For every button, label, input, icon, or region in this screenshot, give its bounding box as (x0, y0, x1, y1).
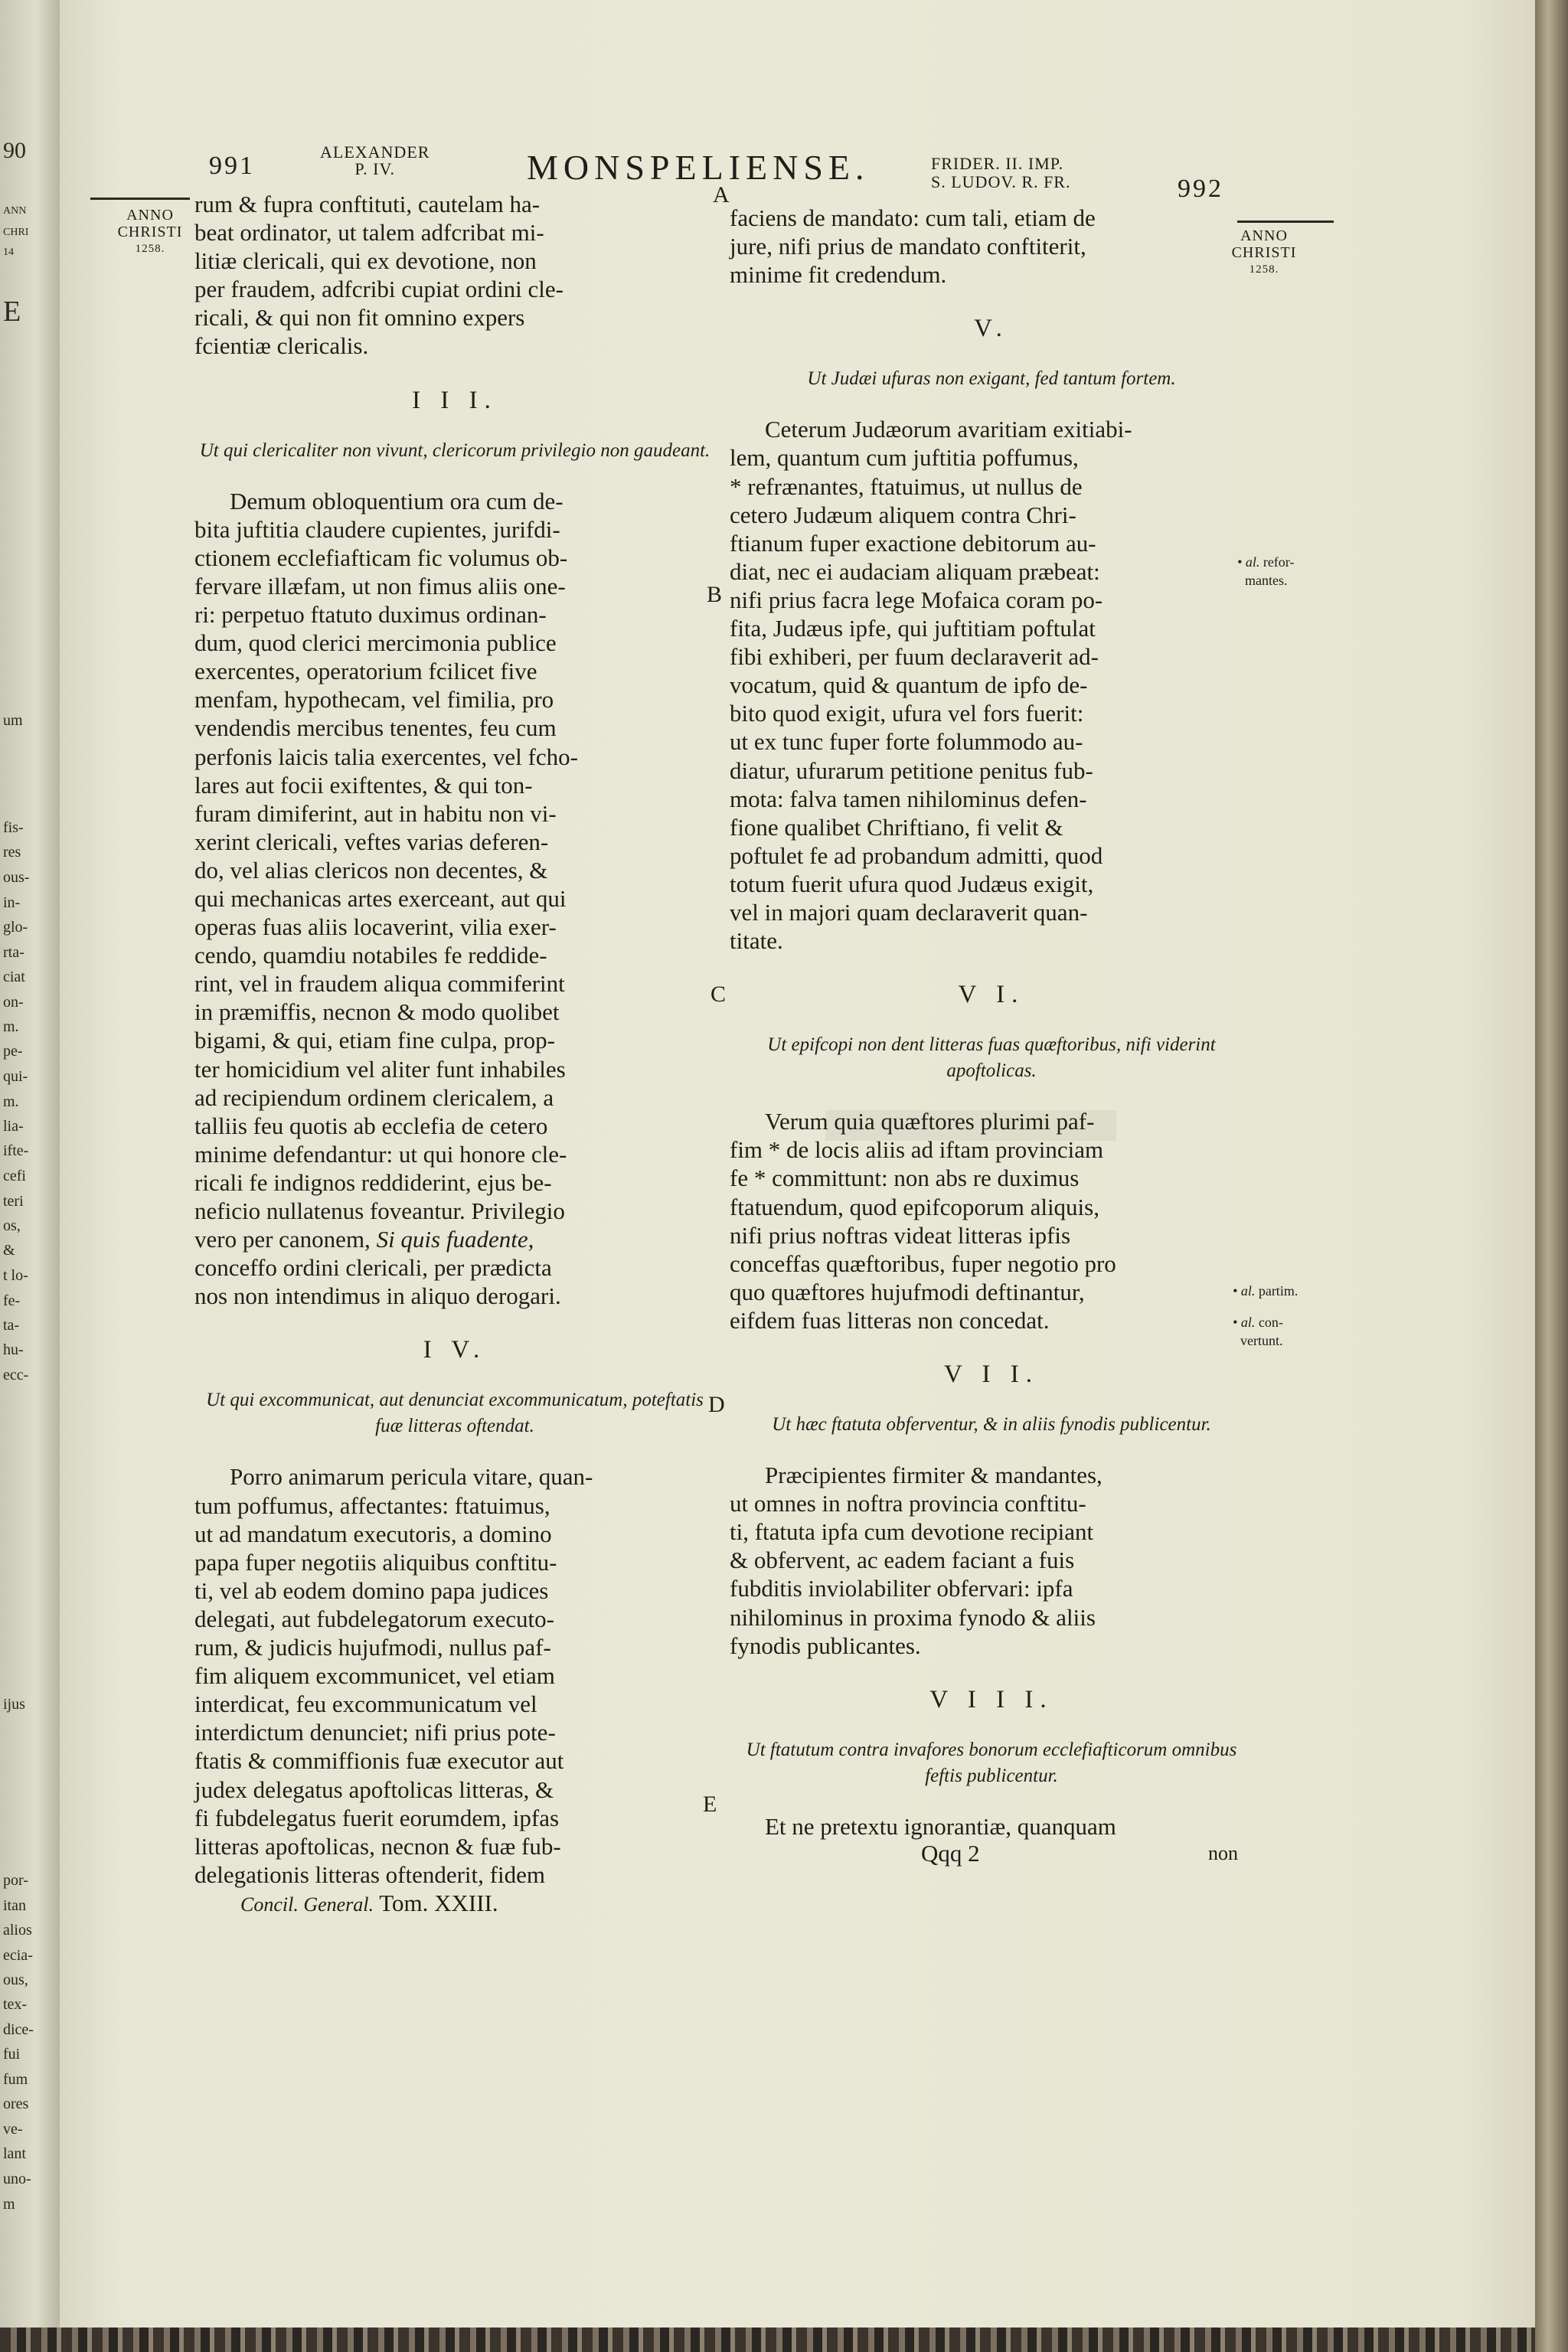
section-3-line: in præmiffis, necnon & modo quolibet (194, 998, 560, 1026)
margin-note-3-ital: al. (1240, 1315, 1256, 1330)
prev-page-fragment: alios (3, 1922, 32, 1939)
section-4-title: Ut qui excommunicat, aut denunciat excommunicatum, poteftatis fuæ litteras oftendat. (206, 1390, 704, 1437)
prev-page-fragment: ANN (3, 205, 27, 217)
section-4-line: rum, & judicis hujufmodi, nullus paf- (194, 1634, 551, 1661)
prev-page-fragment: fui (3, 2046, 21, 2063)
section-letter-c: C (710, 982, 727, 1007)
section-3-line: vendendis mercibus tenentes, feu cum (194, 714, 557, 742)
prev-page-fragment: lia- (3, 1118, 24, 1135)
prev-page-fragment: cefi (3, 1168, 26, 1184)
section-3-line: bigami, & qui, etiam fine culpa, prop- (194, 1027, 555, 1054)
prev-page-fragment: ecc- (3, 1367, 29, 1383)
prev-page-fragment: E (3, 296, 21, 328)
section-3-title: Ut qui clericaliter non vivunt, clericorum privilegio non gaudeant. (199, 439, 710, 461)
section-letter-b: B (707, 582, 723, 607)
section-3-line-b: nos non intendimus in aliquo derogari. (194, 1282, 561, 1310)
section-letter-d: D (708, 1392, 725, 1417)
prev-page-fragment: itan (3, 1897, 26, 1914)
prev-page-fragment: pe- (3, 1043, 23, 1060)
section-4-line: interdicat, feu excommunicatum vel (194, 1690, 537, 1718)
section-3-canon-ref: Si quis fuadente, (376, 1226, 534, 1253)
section-7-line: nihilominus in proxima fynodo & aliis (730, 1603, 1096, 1631)
prev-page-fragment: um (3, 712, 23, 729)
book-binding (1535, 0, 1568, 2352)
section-3-line-mixed-text: vero per canonem, (194, 1226, 377, 1253)
section-5-line: cetero Judæum aliquem contra Chri- (730, 501, 1076, 528)
section-7-line: ut omnes in noftra provincia conftitu- (730, 1490, 1086, 1517)
prev-page-fragment: tex- (3, 1996, 28, 2013)
left-cont-line: litiæ clericali, qui ex devotione, non (194, 247, 537, 275)
prev-page-fragment: ecia- (3, 1947, 33, 1964)
anno-left-line1: ANNO (126, 207, 174, 224)
margin-note-1-rest2: mantes. (1245, 573, 1288, 588)
section-3-line: furam dimiferint, aut in habitu non vi- (194, 799, 557, 827)
section-5-line: fita, Judæus ipfe, qui juftitiam poftulat (730, 615, 1096, 642)
previous-page-edge (0, 0, 60, 2328)
section-7-line: & obfervent, ac eadem faciant a fuis (730, 1547, 1075, 1574)
section-7-line: fynodis publicantes. (730, 1632, 921, 1659)
section-4-line: judex delegatus apoftolicas litteras, & (194, 1775, 554, 1803)
left-cont-line: ricali, & qui non fit omnino expers (194, 304, 525, 332)
prev-page-fragment: dice- (3, 2021, 34, 2038)
section-3-line: fervare illæfam, ut non fimus aliis one- (194, 572, 566, 599)
volume-signature-ital: Concil. General. (240, 1893, 374, 1916)
section-3-line: qui mechanicas artes exerceant, aut qui (194, 884, 567, 912)
section-5-line: bito quod exigit, ufura vel fors fuerit: (730, 700, 1084, 727)
prev-page-fragment: uno- (3, 2171, 31, 2187)
section-5-title: Ut Judæi ufuras non exigant, fed tantum fortem. (807, 368, 1176, 390)
anno-right-line1: ANNO (1240, 227, 1288, 244)
section-3-line: talliis feu quotis ab ecclefia de cetero (194, 1112, 548, 1139)
section-3-line: operas fuas aliis locaverint, vilia exer- (194, 913, 557, 941)
right-cont-line: jure, nifi prius de mandato conftiterit, (730, 233, 1086, 260)
section-3-line: neficio nullatenus foveantur. Privilegio (194, 1197, 565, 1224)
section-letter-e: E (703, 1792, 717, 1817)
left-page-number: 991 (209, 152, 255, 180)
left-cont-line: rum & fupra conftituti, cautelam ha- (194, 191, 541, 217)
prev-page-fragment: on- (3, 994, 24, 1011)
prev-page-fragment: glo- (3, 919, 28, 936)
section-4-line: papa fuper negotiis aliquibus conftitu- (194, 1548, 557, 1576)
signature-mark: Qqq 2 (921, 1839, 980, 1867)
prev-page-fragment: CHRI (3, 227, 29, 238)
section-5-line: mota: falva tamen nihilominus defen- (730, 785, 1087, 812)
section-3-line-b: conceffo ordini clericali, per prædicta (194, 1254, 552, 1282)
prev-page-fragment: teri (3, 1193, 24, 1210)
prev-page-fragment: hu- (3, 1341, 24, 1358)
section-5-line: poftulet fe ad probandum admitti, quod (730, 841, 1103, 869)
prev-page-fragment: ous- (3, 869, 30, 886)
section-5-line: vel in majori quam declaraverit quan- (730, 898, 1088, 926)
prev-page-fragment: fe- (3, 1292, 21, 1309)
prev-page-fragment: ciat (3, 969, 25, 985)
section-3-line: exercentes, operatorium fcilicet five (194, 658, 537, 685)
margin-note-1: • al. refor- mantes. (1237, 554, 1295, 588)
prev-page-fragment: res (3, 844, 21, 861)
section-3-line: ctionem ecclefiafticam fic volumus ob- (194, 544, 568, 571)
section-5-line: ftianum fuper exactione debitorum au- (730, 529, 1096, 557)
section-5-line: nifi prius facra lege Mofaica coram po- (730, 586, 1103, 613)
section-7-line: Præcipientes firmiter & mandantes, (765, 1462, 1102, 1489)
prev-page-fragment: ijus (3, 1696, 25, 1713)
section-3-line: rint, vel in fraudem aliqua commiferint (194, 970, 565, 998)
section-3-line: perfonis laicis talia exercentes, vel fcho- (194, 743, 578, 770)
section-5-line: Ceterum Judæorum avaritiam exitiabi- (765, 416, 1132, 443)
section-5-line: titate. (730, 927, 783, 955)
prev-page-fragment: ifte- (3, 1142, 29, 1159)
section-4-line: fim aliquem excommunicet, vel etiam (194, 1662, 555, 1690)
right-running-head (931, 155, 1070, 191)
section-6-number: V I. (958, 981, 1025, 1009)
section-4-line: tum poffumus, affectantes: ftatuimus, (194, 1491, 550, 1519)
section-3-line: menfam, hypothecam, vel fimilia, pro (194, 686, 554, 714)
prev-page-fragment: lant (3, 2145, 26, 2162)
left-running-head-line1: ALEXANDER (320, 142, 430, 162)
prev-page-fragment: rta- (3, 944, 24, 961)
section-5-line: totum fuerit ufura quod Judæus exigit, (730, 870, 1094, 897)
section-5-line: ut ex tunc fuper forte folummodo au- (730, 728, 1083, 756)
section-3-line: cendo, quamdiu notabiles fe reddide- (194, 942, 547, 969)
prev-page-fragment: ores (3, 2096, 29, 2112)
section-3-line: do, vel alias clericos non decentes, & (194, 856, 548, 884)
section-5-line: * refrænantes, ftatuimus, ut nullus de (730, 472, 1083, 500)
section-6-line: fim * de locis aliis ad iftam provinciam (730, 1136, 1104, 1164)
section-3-line: ricali fe indignos reddiderint, ejus be- (194, 1168, 552, 1196)
page-title: MONSPELIENSE. (527, 148, 870, 187)
prev-page-fragment: por- (3, 1872, 28, 1889)
section-4-line: delegati, aut fubdelegatorum executo- (194, 1605, 554, 1632)
section-5-line: vocatum, quid & quantum de ipfo de- (730, 671, 1088, 699)
left-column (194, 190, 715, 1919)
anno-right-line2: CHRISTI (1231, 244, 1297, 261)
anno-left-year: 1258. (135, 243, 165, 255)
section-4-line: ftatis & commiffionis fuæ executor aut (194, 1747, 564, 1775)
right-page-number: 992 (1178, 175, 1223, 203)
section-8-title: Ut ftatutum contra invafores bonorum ecclefiafticorum omnibus feftis publicentur. (746, 1739, 1237, 1786)
section-5-line: lem, quantum cum juftitia poffumus, (730, 444, 1079, 472)
prev-page-fragment: in- (3, 894, 21, 911)
section-5-line: diatur, ufurarum petitione penitus fub- (730, 756, 1093, 784)
prev-page-fragment: fum (3, 2071, 28, 2088)
right-cont-line: faciens de mandato: cum tali, etiam de (730, 204, 1096, 231)
section-6-line: nifi prius noftras videat litteras ipfis (730, 1221, 1071, 1249)
section-6-line: quo quæftores hujufmodi deftinantur, (730, 1278, 1085, 1305)
prev-page-fragment: m. (3, 1093, 19, 1110)
section-4-line: fi fubdelegatus fuerit eorumdem, ipfas (194, 1804, 560, 1831)
section-3-number: I I I. (412, 386, 498, 414)
volume-signature (194, 1889, 715, 1919)
anno-right-year: 1258. (1249, 263, 1279, 276)
margin-note-2: • al. partim. (1233, 1283, 1298, 1298)
left-cont-line: fcientiæ clericalis. (194, 332, 369, 360)
prev-page-fragment: ve- (3, 2121, 23, 2138)
section-3-line: bita juftitia claudere cupientes, jurifdi- (194, 515, 560, 543)
prev-page-fragment: ta- (3, 1317, 20, 1334)
section-5-line: diat, nec ei audaciam aliquam præbeat: (730, 557, 1100, 585)
prev-page-fragment: 14 (3, 247, 14, 258)
section-7-title: Ut hæc ftatuta obferventur, & in aliis fynodis publicentur. (772, 1414, 1211, 1436)
section-5-line: fione qualibet Chriftiano, fi velit & (730, 813, 1063, 841)
prev-page-fragment: os, (3, 1217, 21, 1234)
section-7-line: ti, ftatuta ipfa cum devotione recipiant (730, 1518, 1094, 1546)
section-3-line: ri: perpetuo ftatuto duximus ordinan- (194, 601, 547, 629)
section-3-line: dum, quod clerici mercimonia publice (194, 629, 557, 657)
right-running-head-line1: FRIDER. II. IMP. (931, 154, 1064, 173)
section-4-line: ti, vel ab eodem domino papa judices (194, 1576, 549, 1604)
section-4-line: Porro animarum pericula vitare, quan- (230, 1463, 593, 1491)
prev-page-fragment: m (3, 2196, 15, 2213)
anno-left-line2: CHRISTI (117, 224, 183, 240)
section-4-line: litteras apoftolicas, necnon & fuæ fub- (194, 1832, 561, 1860)
section-3-line: lares aut focii exiftentes, & qui ton- (194, 771, 533, 799)
right-cont-line: minime fit credendum. (730, 261, 947, 289)
prev-page-fragment: qui- (3, 1068, 28, 1085)
section-4-line: delegationis litteras oftenderit, fidem (194, 1860, 545, 1888)
section-4-number: I V. (423, 1336, 487, 1364)
margin-note-2-ital: al. (1240, 1283, 1256, 1298)
right-column (730, 204, 1253, 1870)
section-7-number: V I I. (944, 1361, 1039, 1388)
section-8-number: V I I I. (929, 1685, 1054, 1713)
section-4-line: ut ad mandatum executoris, a domino (194, 1520, 552, 1547)
margin-note-2-rest: partim. (1255, 1283, 1298, 1298)
right-running-head-line2: S. LUDOV. R. FR. (931, 172, 1071, 191)
section-6-line: Verum quia quæftores plurimi paf- (765, 1108, 1095, 1135)
section-3-line: minime defendantur: ut qui honore cle- (194, 1140, 567, 1168)
left-cont-line: per fraudem, adfcribi cupiat ordini cle- (194, 276, 564, 303)
section-6-line: eifdem fuas litteras non concedat. (730, 1306, 1050, 1334)
anno-rule-left (90, 198, 190, 200)
left-running-head-line2: P. IV. (354, 159, 396, 178)
section-5-line: fibi exhiberi, per fuum declaraverit ad- (730, 643, 1099, 671)
margin-note-3-rest: con- (1255, 1315, 1283, 1330)
section-3-line: xerint clericali, veftes varias deferen- (194, 828, 549, 855)
left-cont-line: beat ordinator, ut talem adfcribat mi- (194, 219, 544, 247)
section-6-line: ftatuendum, quod epifcoporum aliquis, (730, 1193, 1099, 1220)
section-3-line: ad recipiendum ordinem clericalem, a (194, 1083, 554, 1111)
section-3-line-mixed (194, 1225, 715, 1253)
section-6-line: fe * committunt: non abs re duximus (730, 1165, 1080, 1192)
section-3-line: ter homicidium vel aliter funt inhabiles (194, 1055, 566, 1083)
section-letter-a: A (713, 182, 730, 207)
section-4-line: interdictum denunciet; nifi prius pote- (194, 1719, 556, 1746)
prev-page-fragment: t lo- (3, 1267, 28, 1284)
section-3-line: Demum obloquentium ora cum de- (230, 487, 564, 514)
margin-note-1-ital: al. (1245, 554, 1260, 570)
prev-page-fragment: & (3, 1242, 15, 1259)
section-6-title: Ut epifcopi non dent litteras fuas quæftoribus, nifi viderint apoftolicas. (767, 1034, 1216, 1082)
volume-signature-rest: Tom. XXIII. (374, 1889, 498, 1916)
section-5-number: V. (974, 315, 1009, 343)
margin-note-3-rest2: vertunt. (1240, 1333, 1283, 1348)
section-7-line: fubditis inviolabiliter obfervari: ipfa (730, 1575, 1073, 1602)
book-page (60, 0, 1535, 2328)
prev-page-fragment: m. (3, 1018, 19, 1035)
prev-page-fragment: ous, (3, 1971, 28, 1988)
section-6-line: conceffas quæftoribus, fuper negotio pro (730, 1250, 1116, 1277)
section-8-line: Et ne pretextu ignorantiæ, quanquam (765, 1812, 1116, 1840)
prev-page-number: 90 (3, 138, 26, 163)
prev-page-fragment: fis- (3, 819, 24, 836)
anno-christi-left (104, 207, 196, 257)
catchword: non (1208, 1841, 1238, 1864)
page-footer-marks (730, 1839, 1253, 1870)
margin-note-3: • al. con- vertunt. (1233, 1315, 1283, 1348)
left-running-head (320, 144, 430, 178)
margin-note-1-rest: refor- (1259, 554, 1295, 570)
